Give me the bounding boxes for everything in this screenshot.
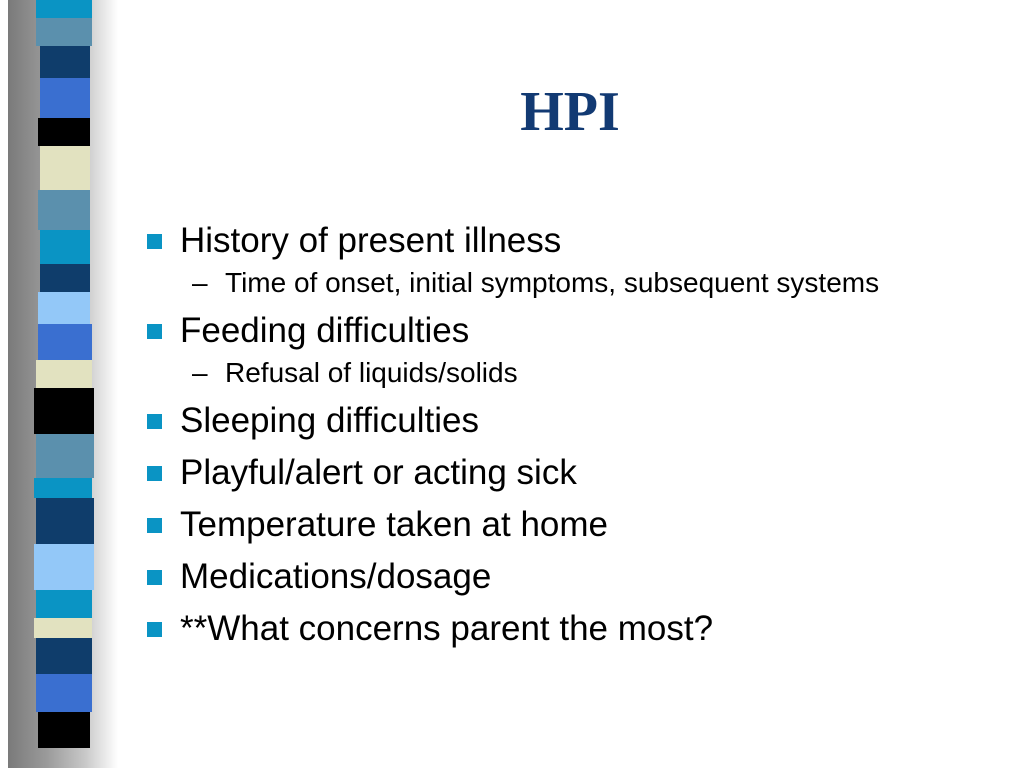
sub-bullet-item xyxy=(140,266,980,300)
stripe-segment xyxy=(36,360,92,388)
dash-marker: – xyxy=(192,357,208,388)
bullet-item-text: Feeding difficulties xyxy=(180,311,470,350)
stripe-segment xyxy=(36,498,94,544)
slide-title: HPI xyxy=(520,81,620,143)
stripe-segment xyxy=(38,118,90,146)
sub-bullet-text: Time of onset, initial symptoms, subsequent systems xyxy=(225,267,880,298)
bullet-item xyxy=(140,310,980,352)
square-bullet-icon xyxy=(147,518,162,533)
stripe-segment xyxy=(40,264,90,292)
stripe-segment xyxy=(38,292,90,324)
stripe-segment xyxy=(36,638,92,674)
stripe-segment xyxy=(34,544,94,590)
stripe-segment xyxy=(40,146,90,190)
bullet-item-text: **What concerns parent the most? xyxy=(180,609,714,648)
bullet-item xyxy=(140,220,980,262)
stripe-segment xyxy=(36,0,92,18)
stripe-segment xyxy=(40,78,90,118)
square-bullet-icon xyxy=(147,622,162,637)
square-bullet-icon xyxy=(147,414,162,429)
square-bullet-icon xyxy=(147,466,162,481)
stripe-segment xyxy=(38,324,92,360)
stripe-segment xyxy=(36,434,94,478)
sub-bullet-item xyxy=(140,356,980,390)
stripe-segment xyxy=(40,230,90,264)
stripe-segment xyxy=(36,674,92,712)
bullet-item-text: Temperature taken at home xyxy=(180,505,609,544)
stripe-segment xyxy=(36,590,92,618)
bullet-item xyxy=(140,452,980,494)
bullet-item xyxy=(140,504,980,546)
dash-marker: – xyxy=(192,267,208,298)
decorative-stripe-bar xyxy=(0,0,110,768)
stripe-segment xyxy=(38,712,90,748)
stripe-segment xyxy=(34,478,92,498)
square-bullet-icon xyxy=(147,570,162,585)
sub-bullet-text: Refusal of liquids/solids xyxy=(225,357,518,388)
bullet-item xyxy=(140,608,980,650)
bullet-item-text: Playful/alert or acting sick xyxy=(180,453,577,492)
stripe-segment xyxy=(34,618,92,638)
bullet-list xyxy=(140,220,980,650)
stripe-segment xyxy=(36,18,92,46)
bullet-item-text: Sleeping difficulties xyxy=(180,401,479,440)
square-bullet-icon xyxy=(147,234,162,249)
stripe-segment xyxy=(40,46,90,78)
bullet-item xyxy=(140,400,980,442)
bullet-item xyxy=(140,556,980,598)
square-bullet-icon xyxy=(147,324,162,339)
stripe-segment xyxy=(34,388,94,434)
stripe-segment xyxy=(38,190,90,230)
bullet-item-text: History of present illness xyxy=(180,221,562,260)
bullet-item-text: Medications/dosage xyxy=(180,557,492,596)
